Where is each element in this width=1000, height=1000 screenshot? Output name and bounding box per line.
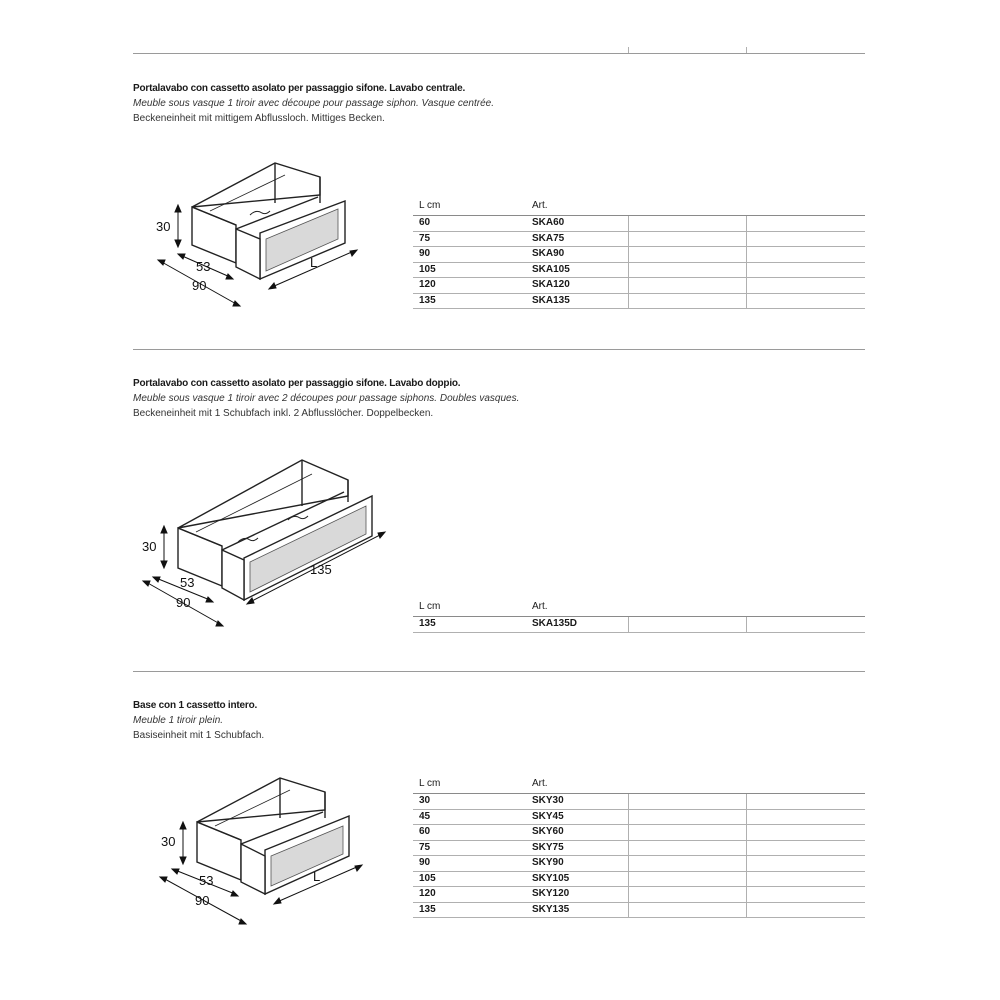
table-row <box>413 809 865 825</box>
cell-length: 30 <box>413 794 526 810</box>
header-article: Art. <box>526 776 628 794</box>
section-divider <box>133 349 865 350</box>
section-1-article-table <box>413 198 865 309</box>
section-1-dim-length: L <box>310 255 318 270</box>
section-2-article-table <box>413 599 865 633</box>
cell-article: SKY90 <box>526 856 628 872</box>
section-3-subtitle-de: Basiseinheit mit 1 Schubfach. <box>133 730 265 741</box>
cell-length: 60 <box>413 825 526 841</box>
section-3-dim-depth: 53 <box>199 873 214 888</box>
cell-article: SKA135 <box>526 293 628 309</box>
cell-length: 90 <box>413 856 526 872</box>
cell-length: 105 <box>413 871 526 887</box>
section-3-cabinet-drawing <box>155 770 385 930</box>
header-length: L cm <box>413 198 526 216</box>
cell-length: 45 <box>413 809 526 825</box>
cell-length: 75 <box>413 231 526 247</box>
section-1-cabinet-drawing <box>150 155 380 315</box>
cell-article: SKA75 <box>526 231 628 247</box>
section-1-title: Portalavabo con cassetto asolato per passaggio sifone. Lavabo centrale. <box>133 83 466 94</box>
table-header-row <box>413 599 865 617</box>
cell-length: 135 <box>413 902 526 918</box>
section-2-title: Portalavabo con cassetto asolato per passaggio sifone. Lavabo doppio. <box>133 378 461 389</box>
section-3-title: Base con 1 cassetto intero. <box>133 700 258 711</box>
table-row <box>413 887 865 903</box>
section-1-subtitle-de: Beckeneinheit mit mittigem Abflussloch. Mittiges Becken. <box>133 113 385 124</box>
section-2-dim-depth: 53 <box>180 575 195 590</box>
cell-length: 135 <box>413 617 526 633</box>
section-2-description <box>133 376 519 421</box>
cell-article: SKY60 <box>526 825 628 841</box>
cell-length: 120 <box>413 887 526 903</box>
cell-length: 75 <box>413 840 526 856</box>
cell-article: SKA105 <box>526 262 628 278</box>
section-2-subtitle-de: Beckeneinheit mit 1 Schubfach inkl. 2 Abflusslöcher. Doppelbecken. <box>133 408 434 419</box>
section-2-subtitle-fr: Meuble sous vasque 1 tiroir avec 2 découpes pour passage siphons. Doubles vasques. <box>133 393 520 404</box>
section-1-description <box>133 81 494 126</box>
section-2-dim-length: 135 <box>310 562 332 577</box>
section-1-dim-depth: 53 <box>196 259 211 274</box>
top-divider <box>133 53 865 54</box>
table-row <box>413 247 865 263</box>
cell-article: SKY135 <box>526 902 628 918</box>
section-1-dim-width: 90 <box>192 278 207 293</box>
top-divider-tick <box>746 47 747 53</box>
table-row <box>413 262 865 278</box>
table-row <box>413 216 865 232</box>
table-header-row <box>413 776 865 794</box>
section-3-dim-height: 30 <box>161 834 176 849</box>
cell-article: SKA135D <box>526 617 628 633</box>
header-length: L cm <box>413 776 526 794</box>
cell-article: SKY30 <box>526 794 628 810</box>
section-2-dim-height: 30 <box>142 539 157 554</box>
cell-article: SKY105 <box>526 871 628 887</box>
cell-article: SKA120 <box>526 278 628 294</box>
table-row <box>413 840 865 856</box>
table-row <box>413 902 865 918</box>
table-row <box>413 231 865 247</box>
section-divider <box>133 671 865 672</box>
cell-length: 105 <box>413 262 526 278</box>
table-row <box>413 794 865 810</box>
header-article: Art. <box>526 599 628 617</box>
table-row <box>413 617 865 633</box>
table-row <box>413 871 865 887</box>
section-1-dim-height: 30 <box>156 219 171 234</box>
top-divider-tick <box>628 47 629 53</box>
cell-article: SKY45 <box>526 809 628 825</box>
cell-article: SKA60 <box>526 216 628 232</box>
cell-length: 60 <box>413 216 526 232</box>
section-3-subtitle-fr: Meuble 1 tiroir plein. <box>133 715 224 726</box>
cell-article: SKY75 <box>526 840 628 856</box>
table-row <box>413 825 865 841</box>
section-2-cabinet-drawing <box>138 450 398 635</box>
table-row <box>413 856 865 872</box>
header-length: L cm <box>413 599 526 617</box>
cell-article: SKY120 <box>526 887 628 903</box>
table-row <box>413 293 865 309</box>
cell-length: 120 <box>413 278 526 294</box>
section-3-dim-length: L <box>313 869 321 884</box>
table-row <box>413 278 865 294</box>
section-2-dim-width: 90 <box>176 595 191 610</box>
section-1-subtitle-fr: Meuble sous vasque 1 tiroir avec découpe pour passage siphon. Vasque centrée. <box>133 98 494 109</box>
section-3-article-table <box>413 776 865 918</box>
section-3-dim-width: 90 <box>195 893 210 908</box>
header-article: Art. <box>526 198 628 216</box>
table-header-row <box>413 198 865 216</box>
section-3-description <box>133 698 264 743</box>
cell-article: SKA90 <box>526 247 628 263</box>
cell-length: 135 <box>413 293 526 309</box>
cell-length: 90 <box>413 247 526 263</box>
